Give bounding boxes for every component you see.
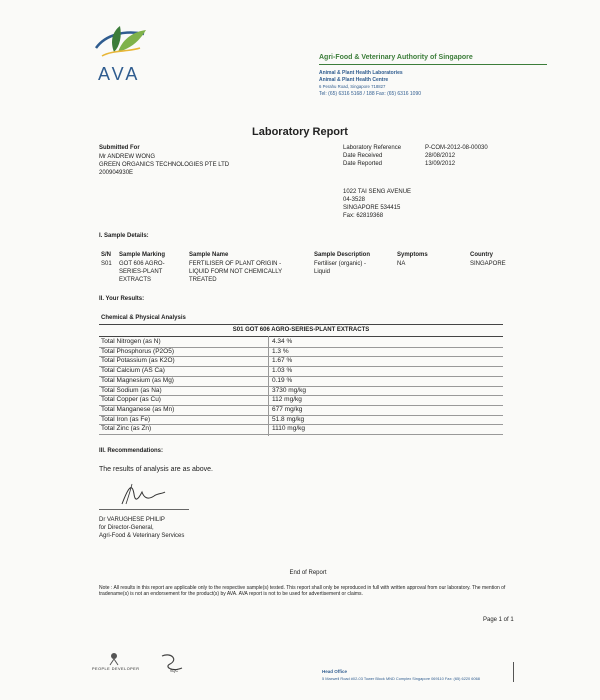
result-value: 1.3 % xyxy=(272,347,289,355)
result-label: Total Potassium (as K2O) xyxy=(101,357,175,365)
sample-col-marking: Sample Marking xyxy=(119,252,166,258)
lab-address: 6 Perahu Road, Singapore 718827 xyxy=(319,84,386,89)
submitted-name: Mr ANDREW WONG xyxy=(99,154,155,160)
footer-mark xyxy=(513,662,514,682)
sample-sn: S01 xyxy=(101,261,112,267)
lab-ref-label: Laboratory Reference xyxy=(343,145,402,151)
signatory-name: Dr VARUGHESE PHILIP xyxy=(99,517,165,523)
result-row-rule xyxy=(99,434,503,435)
sample-col-symptoms: Symptoms xyxy=(397,252,428,258)
sample-marking-1: GOT 606 AGRO- xyxy=(119,261,165,267)
sqc-logo-text: SQC xyxy=(170,669,179,673)
sample-col-country: Country xyxy=(470,252,493,258)
address-line-1: 1022 TAI SENG AVENUE xyxy=(343,189,412,195)
sample-col-name: Sample Name xyxy=(189,252,229,258)
head-office-address: 5 Maxwell Road #02-03 Tower Block MND Complex Singapore 069110 Fax: (65) 6220 6068 xyxy=(322,676,480,681)
page-title: Laboratory Report xyxy=(252,126,348,138)
sample-description-2: Liquid xyxy=(314,269,331,275)
result-label: Total Magnesium (as Mg) xyxy=(101,376,174,384)
sample-name-1: FERTILISER OF PLANT ORIGIN - xyxy=(189,261,282,267)
result-value: 4.34 % xyxy=(272,338,293,345)
people-developer-icon xyxy=(108,652,120,666)
sample-country: SINGAPORE xyxy=(470,261,506,267)
lab-line-2: Animal & Plant Health Centre xyxy=(319,77,389,83)
submitted-label: Submitted For xyxy=(99,145,140,151)
authority-name: Agri-Food & Veterinary Authority of Singapore xyxy=(319,54,473,61)
header-rule xyxy=(319,64,547,65)
result-value: 1.67 % xyxy=(272,357,293,365)
sample-name-3: TREATED xyxy=(189,277,217,283)
result-label: Total Manganese (as Mn) xyxy=(101,405,175,413)
address-line-2: 04-3528 xyxy=(343,197,366,203)
lab-ref-value: P-COM-2012-08-00030 xyxy=(425,145,488,151)
head-office-label: Head Office xyxy=(322,669,348,674)
reported-value: 13/09/2012 xyxy=(425,161,456,167)
received-label: Date Received xyxy=(343,153,383,159)
results-heading: II. Your Results: xyxy=(99,296,145,302)
result-label: Total Iron (as Fe) xyxy=(101,415,151,423)
sample-col-sn: S/N xyxy=(101,252,112,258)
end-of-report: End of Report xyxy=(289,570,327,576)
signature-icon xyxy=(118,478,168,508)
lab-line-1: Animal & Plant Health Laboratories xyxy=(319,70,403,76)
result-value: 3730 mg/kg xyxy=(272,386,306,394)
sample-marking-2: SERIES-PLANT xyxy=(119,269,163,275)
analysis-section-title: Chemical & Physical Analysis xyxy=(101,315,186,321)
result-label: Total Phosphorus (P2O5) xyxy=(101,347,174,355)
result-label: Total Nitrogen (as N) xyxy=(101,338,161,345)
signature-line xyxy=(99,509,189,510)
recommendations-text: The results of analysis are as above. xyxy=(99,466,214,473)
reported-label: Date Reported xyxy=(343,161,383,167)
result-value: 1.03 % xyxy=(272,367,293,375)
lab-contact: Tel: (65) 6316 5168 / 188 Fax: (65) 6316 1090 xyxy=(319,91,422,97)
address-line-3: SINGAPORE 534415 xyxy=(343,205,401,211)
ava-logo-icon xyxy=(88,22,158,70)
result-value: 1110 mg/kg xyxy=(272,425,306,433)
recommendations-heading: III. Recommendations: xyxy=(99,448,164,454)
sample-name-2: LIQUID FORM NOT CHEMICALLY xyxy=(189,269,283,275)
result-label: Total Sodium (as Na) xyxy=(101,386,162,394)
result-value: 51.8 mg/kg xyxy=(272,415,305,423)
result-label: Total Zinc (as Zn) xyxy=(101,425,152,433)
result-label: Total Copper (as Cu) xyxy=(101,396,161,404)
ava-logo-text: AVA xyxy=(98,64,141,84)
page-number: Page 1 of 1 xyxy=(483,617,514,623)
sample-marking-3: EXTRACTS xyxy=(119,277,152,283)
people-developer-logo: PEOPLE DEVELOPER xyxy=(92,667,140,671)
submitted-company: GREEN ORGANICS TECHNOLOGIES PTE LTD xyxy=(99,162,230,168)
sample-description-1: Fertiliser (organic) - xyxy=(314,261,367,267)
received-value: 28/08/2012 xyxy=(425,153,456,159)
signatory-dept: Agri-Food & Veterinary Services xyxy=(99,533,185,539)
results-header-rule xyxy=(99,336,503,337)
sample-heading: I. Sample Details: xyxy=(99,233,149,239)
submitted-reg: 200904930E xyxy=(99,170,134,176)
address-fax: Fax: 62819368 xyxy=(343,213,384,219)
sample-symptoms: NA xyxy=(397,261,406,267)
result-value: 0.19 % xyxy=(272,376,293,384)
results-top-rule xyxy=(99,324,503,325)
results-sample-header: S01 GOT 606 AGRO-SERIES-PLANT EXTRACTS xyxy=(232,327,370,333)
sample-col-description: Sample Description xyxy=(314,252,371,258)
result-label: Total Calcium (AS Ca) xyxy=(101,367,165,375)
result-value: 677 mg/kg xyxy=(272,405,303,413)
report-note: Note : All results in this report are applicable only to the respective sample(s) tested. This report shall only be reproduced in full with written approval from our laboratory. The mention of tradename(s) is not an endorsement for the product(s) by AVA. AVA report is not to be used for advertisement or claims. xyxy=(99,585,506,598)
signatory-title: for Director-General, xyxy=(99,525,154,531)
result-value: 112 mg/kg xyxy=(272,396,302,404)
